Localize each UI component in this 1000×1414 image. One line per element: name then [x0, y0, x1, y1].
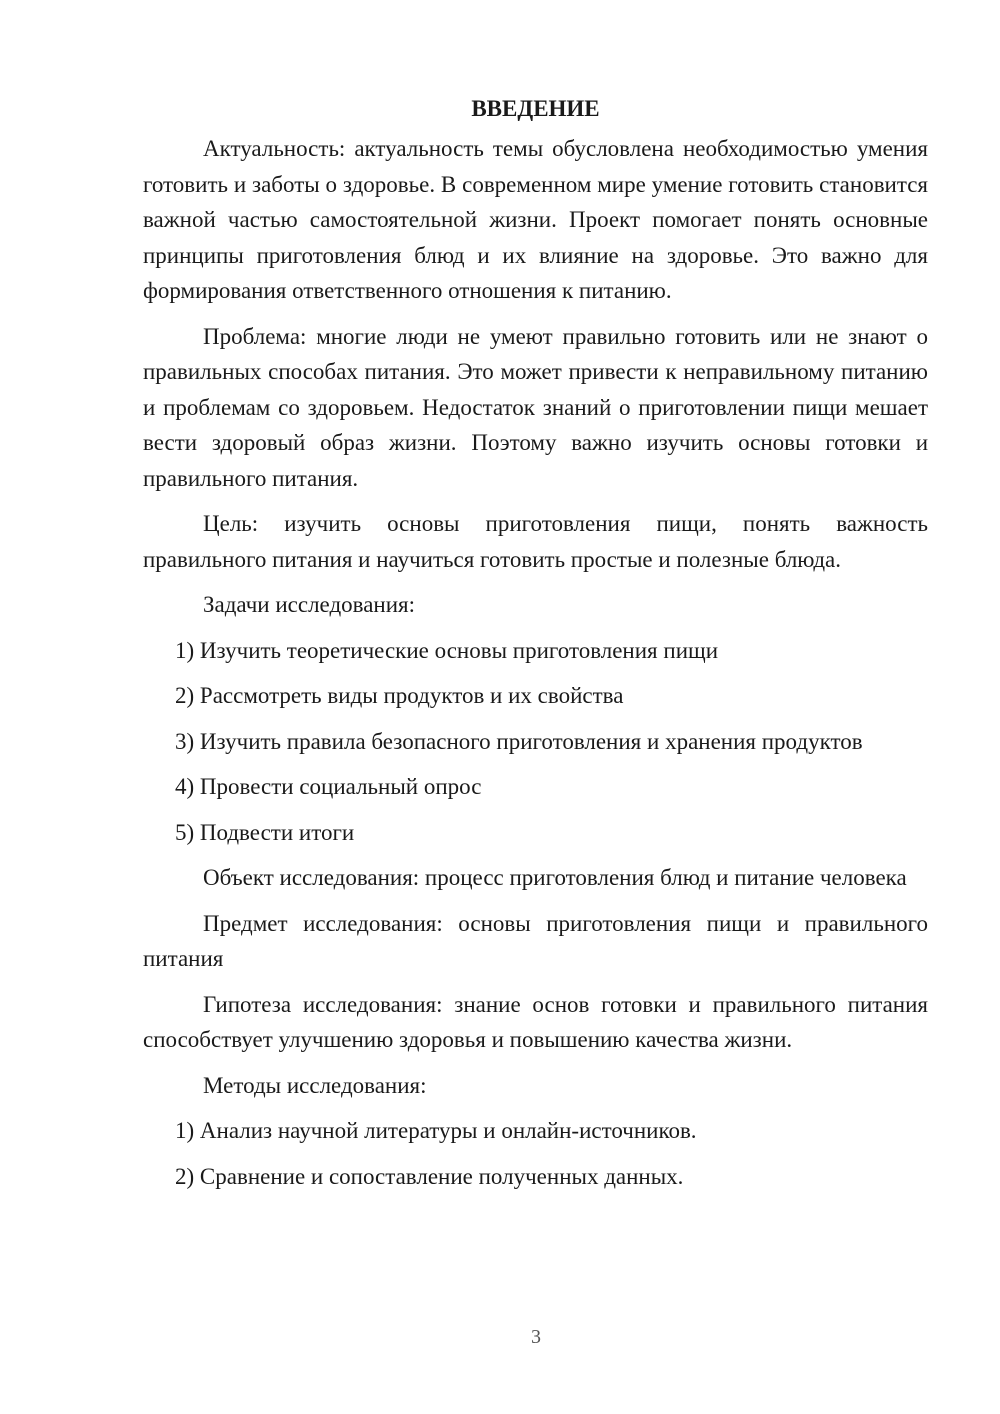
task-item-4: 4) Провести социальный опрос — [175, 774, 482, 799]
task-item-5: 5) Подвести итоги — [175, 819, 355, 845]
document-page — [143, 92, 928, 1204]
relevance-paragraph: Актуальность: актуальность темы обусловлена необходимостью умения готовить и заботы о здоровье. В современном мире умение готовить становится важной частью самостоятельной жизни. Проект помогает понять основные принципы приготовления блюд и их влияние на здоровье. Это важно для формирования ответственного отношения к питанию. — [143, 136, 928, 303]
tasks-heading: Задачи исследования: — [203, 592, 416, 617]
problem-paragraph: Проблема: многие люди не умеют правильно готовить или не знают о правильных способах питания. Это может привести к неправильному питанию и проблемам со здоровьем. Недостаток знаний о приготовлении пищи мешает вести здоровый образ жизни. Поэтому важно изучить основы готовки и правильного питания. — [143, 323, 928, 491]
page-number: 3 — [531, 1326, 541, 1348]
task-item-1: 1) Изучить теоретические основы приготовления пищи — [175, 637, 719, 663]
task-item-3: 3) Изучить правила безопасного приготовления и хранения продуктов — [175, 728, 863, 754]
hypothesis-paragraph: Гипотеза исследования: знание основ готовки и правильного питания способствует улучшению здоровья и повышению качества жизни. — [143, 991, 928, 1052]
goal-paragraph: Цель: изучить основы приготовления пищи, понять важность правильного питания и научиться готовить простые и полезные блюда. — [143, 511, 928, 572]
task-item-2: 2) Рассмотреть виды продуктов и их свойства — [175, 683, 624, 708]
subject-paragraph: Предмет исследования: основы приготовления пищи и правильного питания — [143, 910, 928, 971]
method-item-1: 1) Анализ научной литературы и онлайн-источников. — [175, 1118, 697, 1143]
page-title: ВВЕДЕНИЕ — [471, 96, 600, 121]
object-paragraph: Объект исследования: процесс приготовления блюд и питание человека — [203, 865, 907, 890]
method-item-2: 2) Сравнение и сопоставление полученных данных. — [175, 1163, 684, 1189]
methods-heading: Методы исследования: — [203, 1072, 427, 1098]
